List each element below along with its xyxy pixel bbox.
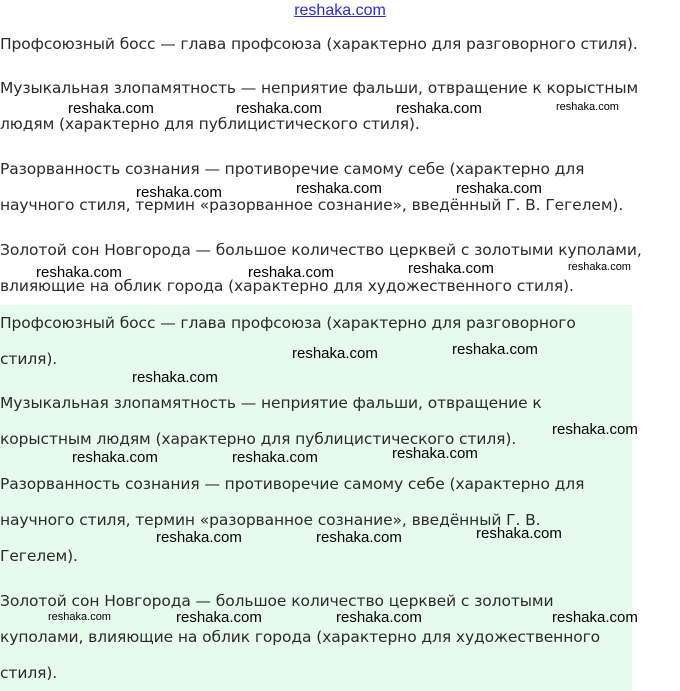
watermark: reshaka.com — [36, 264, 122, 281]
paragraph-line: Музыкальная злопамятность — неприятие фальши, отвращение к корыстным — [0, 79, 639, 97]
watermark: reshaka.com — [176, 609, 262, 626]
watermark: reshaka.com — [156, 529, 242, 546]
highlight-paragraph-4 — [0, 583, 632, 691]
paragraph-1 — [0, 26, 680, 62]
watermark: reshaka.com — [396, 100, 482, 117]
watermark: reshaka.com — [452, 341, 538, 358]
watermark: reshaka.com — [392, 445, 478, 462]
watermark: reshaka.com — [556, 101, 619, 113]
watermark: reshaka.com — [248, 264, 334, 281]
watermark: reshaka.com — [316, 529, 402, 546]
watermark: reshaka.com — [552, 421, 638, 438]
paragraph-line: научного стиля, термин «разорванное сознание», введённый Г. В. Гегелем). — [0, 196, 624, 214]
watermark: reshaka.com — [456, 180, 542, 197]
paragraph-line: корыстным людям (характерно для публицистического стиля). — [0, 430, 517, 448]
watermark: reshaka.com — [568, 261, 631, 273]
watermark: reshaka.com — [476, 525, 562, 542]
watermark: reshaka.com — [232, 449, 318, 466]
watermark: reshaka.com — [552, 609, 638, 626]
paragraph-line: Разорванность сознания — противоречие самому себе (характерно для — [0, 160, 585, 178]
paragraph-line: Музыкальная злопамятность — неприятие фальши, отвращение к — [0, 394, 542, 412]
watermark: reshaka.com — [336, 609, 422, 626]
watermark: reshaka.com — [236, 100, 322, 117]
paragraph-line: влияющие на облик города (характерно для художественного стиля). — [0, 277, 574, 295]
watermark: reshaka.com — [68, 100, 154, 117]
watermark: reshaka.com — [72, 449, 158, 466]
watermark: reshaka.com — [296, 180, 382, 197]
paragraph-line: Гегелем). — [0, 547, 78, 565]
paragraph-line: куполами, влияющие на облик города (характерно для художественного — [0, 628, 601, 646]
paragraph-line: Профсоюзный босс — глава профсоюза (характерно для разговорного стиля). — [0, 35, 638, 53]
paragraph-line: научного стиля, термин «разорванное сознание», введённый Г. В. — [0, 511, 541, 529]
highlight-paragraph-2 — [0, 385, 632, 457]
site-link[interactable]: reshaka.com — [294, 2, 386, 19]
highlight-paragraph-3 — [0, 466, 632, 574]
watermark: reshaka.com — [408, 260, 494, 277]
paragraph-line: стиля). — [0, 350, 58, 368]
watermark: reshaka.com — [136, 184, 222, 201]
watermark: reshaka.com — [292, 345, 378, 362]
paragraph-line: Золотой сон Новгорода — большое количество церквей с золотыми куполами, — [0, 241, 642, 259]
paragraph-line: стиля). — [0, 664, 58, 682]
paragraph-line: Профсоюзный босс — глава профсоюза (характерно для разговорного — [0, 314, 576, 332]
watermark: reshaka.com — [48, 611, 111, 623]
paragraph-line: Разорванность сознания — противоречие самому себе (характерно для — [0, 475, 585, 493]
paragraph-line: людям (характерно для публицистического стиля). — [0, 115, 420, 133]
watermark: reshaka.com — [132, 369, 218, 386]
paragraph-line: Золотой сон Новгорода — большое количество церквей с золотыми — [0, 592, 554, 610]
